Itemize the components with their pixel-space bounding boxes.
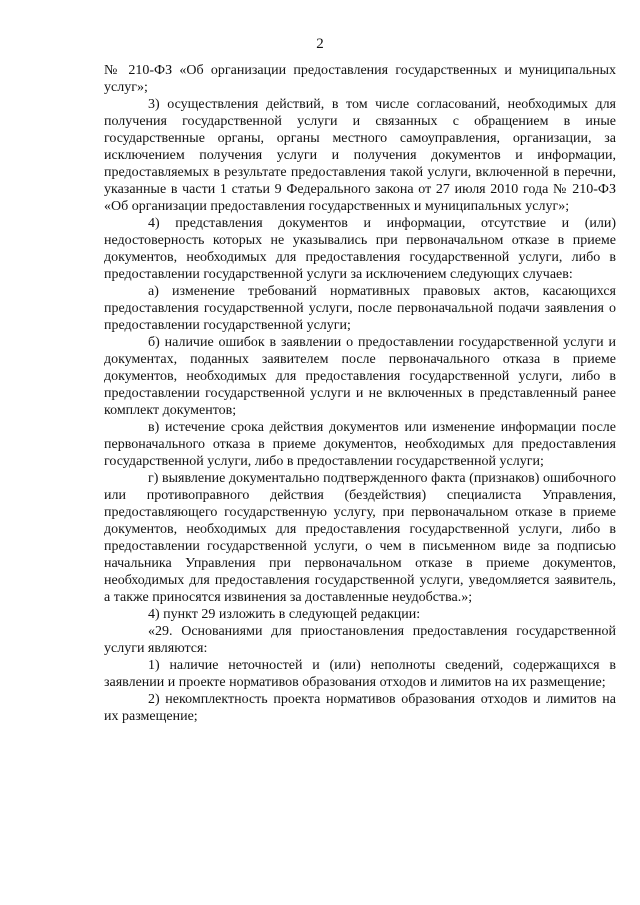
page-number: 2	[316, 36, 324, 52]
paragraph-subitem-a: а) изменение требований нормативных правовых актов, касающихся предоставления государственной услуги, после первоначальной подачи заявления о предоставлении государственной услуги;	[104, 284, 616, 333]
document-body	[104, 62, 616, 725]
paragraph-item-4: 4) представления документов и информации, отсутствие и (или) недостоверность которых не указывались при первоначальном отказе в приеме документов, необходимых для предоставления государственной услуги, либо в предоставлении государственной услуги за исключением следующих случаев:	[104, 216, 616, 282]
paragraph-continuation: № 210-ФЗ «Об организации предоставления государственных и муниципальных услуг»;	[104, 63, 616, 95]
paragraph-subitem-g: г) выявление документально подтвержденного факта (признаков) ошибочного или противоправного действия (бездействия) специалиста Управления, предоставляющего государственную услугу, при первоначальном отказе в приеме документов, необходимых для предоставления государственной услуги, либо в предоставлении государственной услуги, о чем в письменном виде за подписью начальника Управления при первоначальном отказе в приеме документов, необходимых для предоставления государственной услуги, уведомляется заявитель, а также приносятся извинения за доставленные неудобства.»;	[104, 471, 616, 605]
paragraph-subitem-v: в) истечение срока действия документов или изменение информации после первоначального отказа в приеме документов, необходимых для предоставления государственной услуги, либо в предоставлении государственной услуги;	[104, 420, 616, 469]
paragraph-item-3: 3) осуществления действий, в том числе согласований, необходимых для получения государственной услуги и связанных с обращением в иные государственные органы, органы местного самоуправления, организации, за исключением получения услуги и получения документов и информации, предоставляемых в результате предоставления такой услуги, включенной в перечни, указанные в части 1 статьи 9 Федерального закона от 27 июля 2010 года № 210-ФЗ «Об организации предоставления государственных и муниципальных услуг»;	[104, 97, 616, 214]
paragraph-point-29-item-1: 1) наличие неточностей и (или) неполноты сведений, содержащихся в заявлении и проекте нормативов образования отходов и лимитов на их размещение;	[104, 658, 616, 690]
paragraph-subitem-b: б) наличие ошибок в заявлении о предоставлении государственной услуги и документах, поданных заявителем после первоначального отказа в приеме документов, необходимых для предоставления государственной услуги, либо в предоставлении государственной услуги и не включенных в представленный ранее комплект документов;	[104, 335, 616, 418]
paragraph-amendment-4: 4) пункт 29 изложить в следующей редакции:	[148, 607, 421, 622]
paragraph-point-29: «29. Основаниями для приостановления предоставления государственной услуги являются:	[104, 624, 616, 656]
paragraph-point-29-item-2: 2) некомплектность проекта нормативов образования отходов и лимитов на их размещение;	[104, 692, 616, 724]
